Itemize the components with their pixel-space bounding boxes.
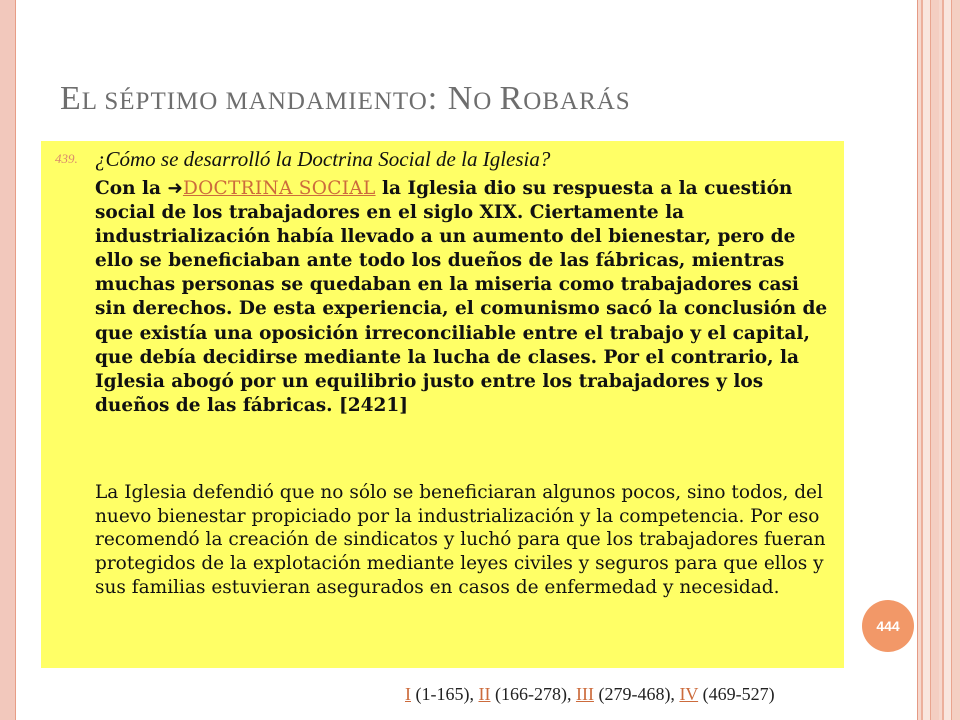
title-colon: :	[427, 80, 448, 117]
question-number: 439.	[55, 151, 78, 166]
footer-navigation	[405, 684, 905, 705]
answer-paragraph-regular: La Iglesia defendió que no sólo se beneficiaran algunos pocos, sino todos, del nuevo bienestar propiciado por la industrialización y la competencia. Por eso recomendó la creación de sindicatos y luchó para que los trabajadores fueran protegidos de la explotación mediante leyes civiles y seguros para que ellos y sus familias estuvieran asegurados en casos de enfermedad y necesidad.	[95, 482, 826, 598]
doctrina-social-link[interactable]: DOCTRINA SOCIAL	[182, 178, 376, 199]
footer-link-part-4[interactable]: IV	[679, 684, 699, 704]
title-initial: E	[60, 80, 82, 117]
question-heading: ¿Cómo se desarrolló la Doctrina Social de la Iglesia?	[95, 147, 551, 171]
title-smallcaps: L SÉPTIMO MANDAMIENTO	[81, 88, 428, 115]
title-initial: R	[499, 80, 524, 117]
title-initial: N	[447, 80, 474, 117]
page-number-badge: 444	[862, 600, 914, 652]
slide-title	[60, 80, 900, 118]
answer-body: la Iglesia dio su respuesta a la cuestión social de los trabajadores en el siglo XIX. Ciertamente la industrialización había llevado a un aumento del bienestar, pero de ello se beneficiaban ante todo los dueños de las fábricas, mientras muchas personas se quedaban en la miseria como trabajadores casi sin derechos. De esta experiencia, el comunismo sacó la conclusión de que existía una oposición irreconciliable entre el trabajo y el capital, que debía decidirse mediante la lucha de clases. Por el contrario, la Iglesia abogó por un equilibrio justo entre los trabajadores y los dueños de las fábricas. [2421]	[95, 178, 828, 416]
footer-range-4: (469-527)	[698, 684, 775, 704]
footer-link-part-1[interactable]: I	[405, 684, 411, 704]
right-decorative-border	[917, 0, 960, 720]
answer-paragraph-bold	[95, 177, 835, 418]
title-smallcaps: O	[473, 88, 500, 115]
footer-range-1: (1-165),	[411, 684, 479, 704]
answer-prefix: Con la	[95, 178, 168, 199]
footer-link-part-3[interactable]: III	[575, 684, 594, 704]
arrow-icon: ➜	[167, 178, 183, 199]
title-smallcaps: OBARÁS	[523, 88, 631, 115]
left-decorative-border	[0, 0, 16, 720]
footer-range-2: (166-278),	[490, 684, 576, 704]
footer-range-3: (279-468),	[593, 684, 680, 704]
footer-link-part-2[interactable]: II	[478, 684, 491, 704]
content-panel	[41, 141, 844, 668]
